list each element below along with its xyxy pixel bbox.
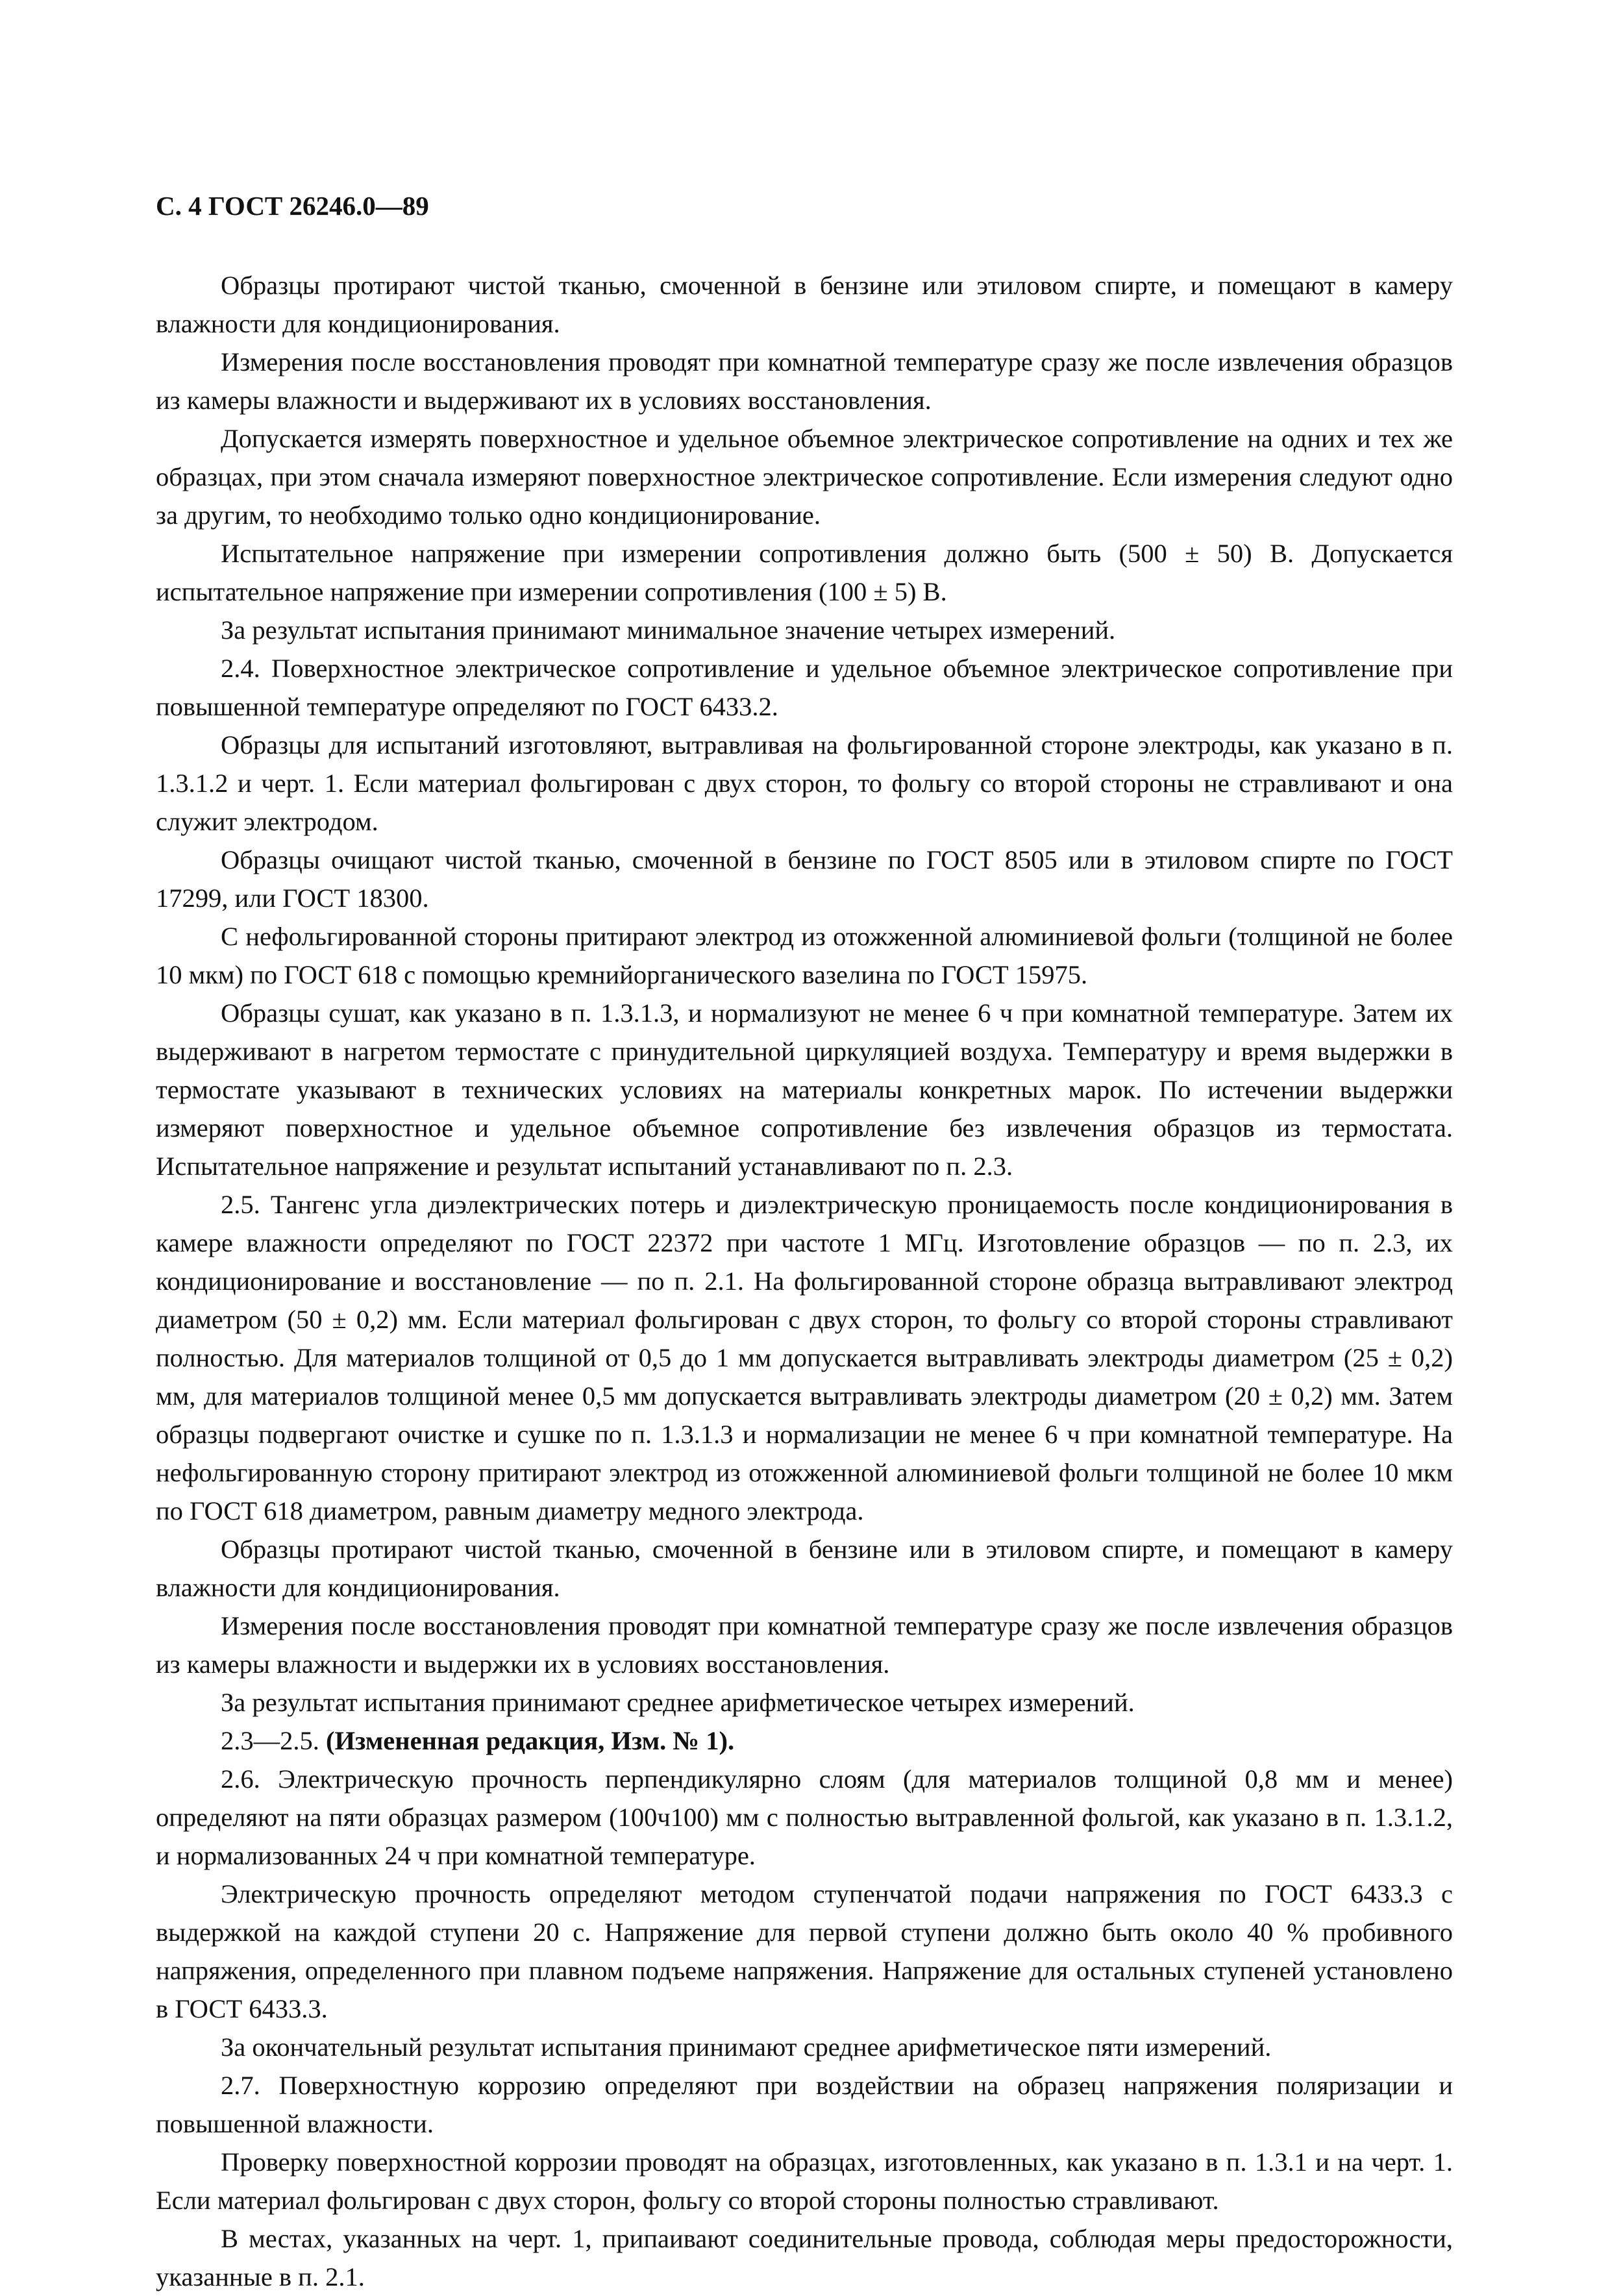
paragraph: Испытательное напряжение при измерении сопротивления должно быть (500 ± 50) В. Допускается испытательное напряжение при измерении сопротивления (100 ± 5) В.: [156, 539, 1453, 606]
paragraph: Образцы очищают чистой тканью, смоченной в бензине по ГОСТ 8505 или в этиловом спирте по ГОСТ 17299, или ГОСТ 18300.: [156, 845, 1453, 913]
paragraph: Образцы для испытаний изготовляют, вытравливая на фольгированной стороне электроды, как указано в п. 1.3.1.2 и черт. 1. Если материал фольгирован с двух сторон, то фольгу со второй стороны не стравливают и она служит электродом.: [156, 730, 1453, 836]
paragraph: В местах, указанных на черт. 1, припаивают соединительные провода, соблюдая меры предосторожности, указанные в п. 2.1.: [156, 2224, 1453, 2291]
paragraph: За окончательный результат испытания принимают среднее арифметическое пяти измерений.: [221, 2032, 1272, 2062]
paragraph: Допускается измерять поверхностное и удельное объемное электрическое сопротивление на одних и тех же образцах, при этом сначала измеряют поверхностное электрическое сопротивление. Если измерения следуют одно за другим, то необходимо только одно кондиционирование.: [156, 424, 1453, 530]
document-body: [156, 266, 1453, 2296]
paragraph-section-2-6: 2.6. Электрическую прочность перпендикулярно слоям (для материалов толщиной 0,8 мм и менее) определяют на пяти образцах размером (100ч100) мм с полностью вытравленной фольгой, как указано в п. 1.3.1.2, и нормализованных 24 ч при комнатной температуре.: [156, 1764, 1453, 1870]
amendment-bold: (Измененная редакция, Изм. № 1).: [326, 1726, 735, 1755]
paragraph: Электрическую прочность определяют методом ступенчатой подачи напряжения по ГОСТ 6433.3 с выдержкой на каждой ступени 20 с. Напряжение для первой ступени должно быть около 40 % пробивного напряжения, определенного при плавном подъеме напряжения. Напряжение для остальных ступеней установлено в ГОСТ 6433.3.: [156, 1879, 1453, 2023]
paragraph: Образцы сушат, как указано в п. 1.3.1.3, и нормализуют не менее 6 ч при комнатной температуре. Затем их выдерживают в нагретом термостате с принудительной циркуляцией воздуха. Температуру и время выдержки в термостате указывают в технических условиях на материалы конкретных марок. По истечении выдержки измеряют поверхностное и удельное объемное сопротивление без извлечения образцов из термостата. Испытательное напряжение и результат испытаний устанавливают по п. 2.3.: [156, 998, 1453, 1181]
paragraph-section-2-7: 2.7. Поверхностную коррозию определяют при воздействии на образец напряжения поляризации и повышенной влажности.: [156, 2071, 1453, 2138]
document-page: [156, 190, 1453, 2296]
paragraph-section-2-4: 2.4. Поверхностное электрическое сопротивление и удельное объемное электрическое сопротивление при повышенной температуре определяют по ГОСТ 6433.2.: [156, 654, 1453, 721]
paragraph-section-2-5: 2.5. Тангенс угла диэлектрических потерь и диэлектрическую проницаемость после кондиционирования в камере влажности определяют по ГОСТ 22372 при частоте 1 МГц. Изготовление образцов — по п. 2.3, их кондиционирование и восстановление — по п. 2.1. На фольгированной стороне образца вытравливают электрод диаметром (50 ± 0,2) мм. Если материал фольгирован с двух сторон, то фольгу со второй стороны стравливают полностью. Для материалов толщиной от 0,5 до 1 мм допускается вытравливать электроды диаметром (25 ± 0,2) мм, для материалов толщиной менее 0,5 мм допускается вытравливать электроды диаметром (20 ± 0,2) мм. Затем образцы подвергают очистке и сушке по п. 1.3.1.3 и нормализации не менее 6 ч при комнатной температуре. На нефольгированную сторону притирают электрод из отожженной алюминиевой фольги толщиной не более 10 мкм по ГОСТ 618 диаметром, равным диаметру медного электрода.: [156, 1190, 1453, 1525]
paragraph: С нефольгированной стороны притирают электрод из отожженной алюминиевой фольги (толщиной не более 10 мкм) по ГОСТ 618 с помощью кремнийорганического вазелина по ГОСТ 15975.: [156, 922, 1453, 989]
paragraph: Образцы протирают чистой тканью, смоченной в бензине или в этиловом спирте, и помещают в камеру влажности для кондиционирования.: [156, 1535, 1453, 1602]
paragraph: Измерения после восстановления проводят при комнатной температуре сразу же после извлечения образцов из камеры влажности и выдержки их в условиях восстановления.: [156, 1611, 1453, 1679]
paragraph: Измерения после восстановления проводят при комнатной температуре сразу же после извлечения образцов из камеры влажности и выдерживают их в условиях восстановления.: [156, 347, 1453, 415]
paragraph: За результат испытания принимают среднее арифметическое четырех измерений.: [221, 1688, 1135, 1717]
amendment-note: [156, 1722, 1453, 1760]
paragraph: Проверку поверхностной коррозии проводят на образцах, изготовленных, как указано в п. 1.3.1 и на черт. 1. Если материал фольгирован с двух сторон, фольгу со второй стороны полностью стравливают.: [156, 2147, 1453, 2215]
page-header: С. 4 ГОСТ 26246.0—89: [156, 191, 429, 221]
paragraph: Образцы протирают чистой тканью, смоченной в бензине или этиловом спирте, и помещают в камеру влажности для кондиционирования.: [156, 271, 1453, 338]
paragraph: За результат испытания принимают минимальное значение четырех измерений.: [221, 615, 1116, 645]
amendment-prefix: 2.3—2.5.: [221, 1726, 326, 1755]
